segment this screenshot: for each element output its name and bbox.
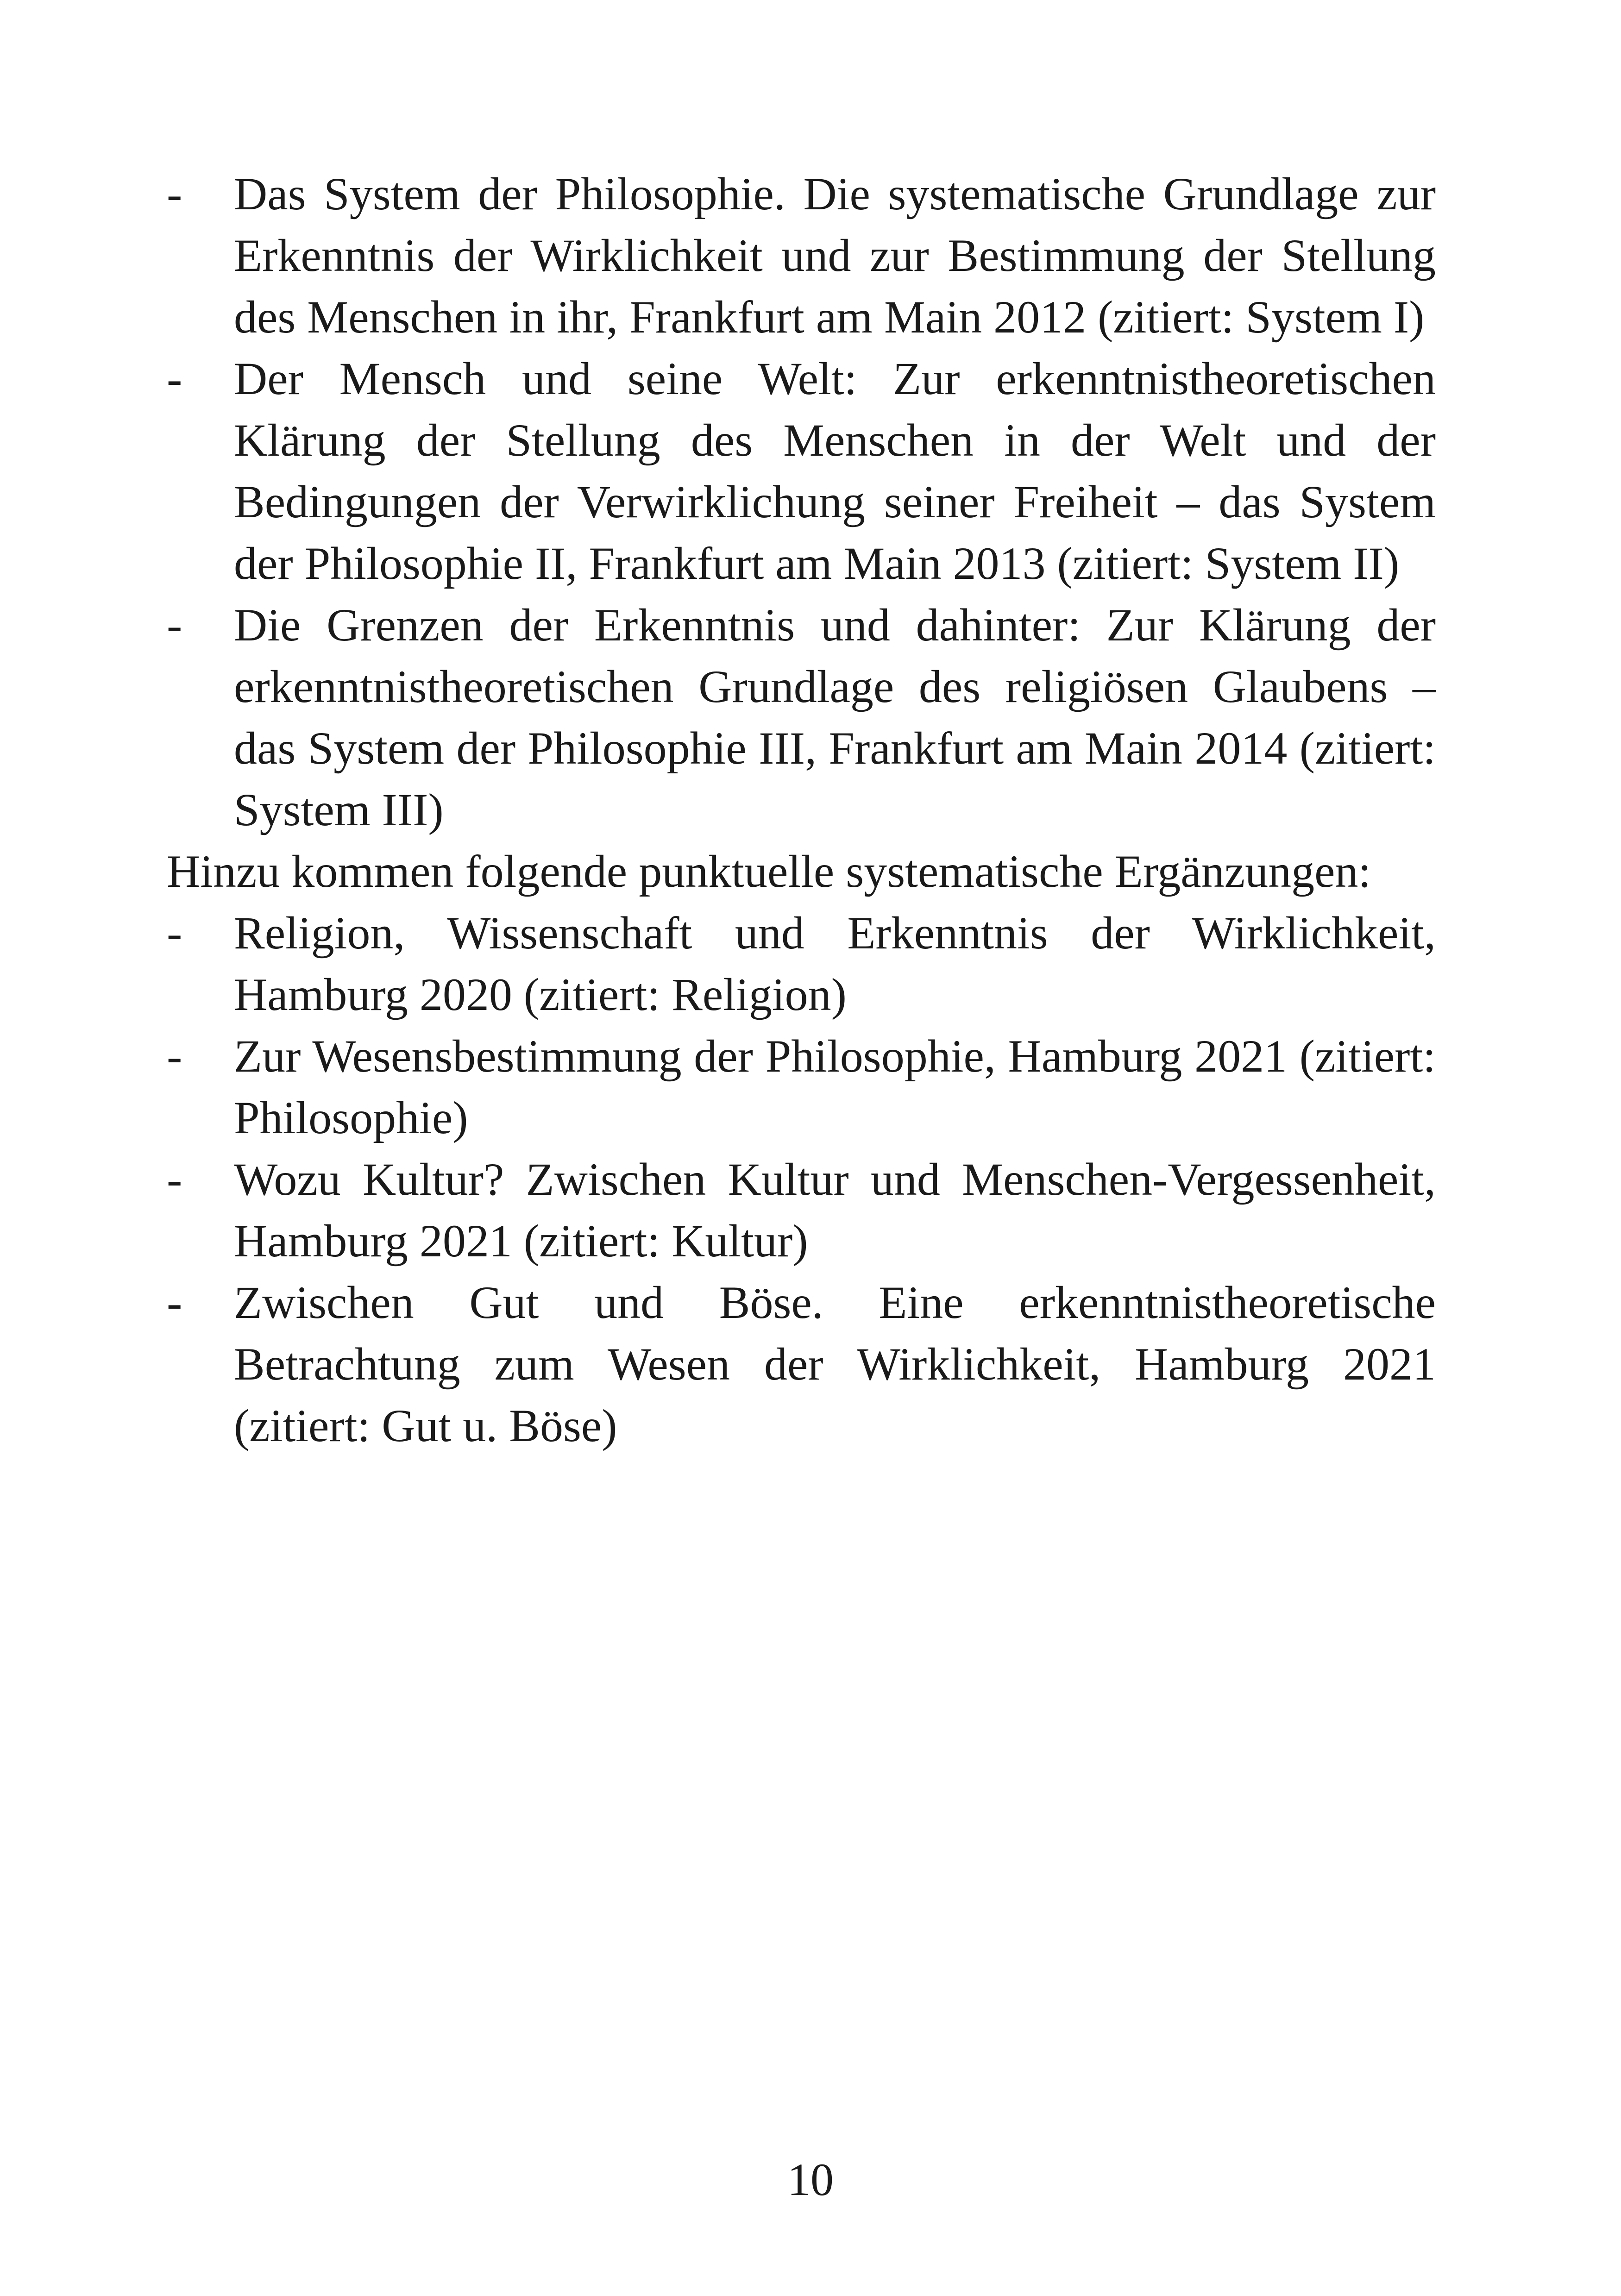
list-bullet: - xyxy=(167,1030,182,1082)
list-item xyxy=(167,1025,1436,1148)
list-item-text: Der Mensch und seine Welt: Zur erkenntnistheoretischen Klärung der Stellung des Menschen in der Welt und der Bedingungen der Verwirklichung seiner Freiheit – das System der Philosophie II, Frankfurt am Main 2013 (zitiert: System II) xyxy=(234,353,1436,589)
list-item-text: Zur Wesensbestimmung der Philosophie, Hamburg 2021 (zitiert: Philosophie) xyxy=(234,1030,1436,1143)
list-bullet: - xyxy=(167,1277,182,1328)
list-item-text: Zwischen Gut und Böse. Eine erkenntnistheoretische Betrachtung zum Wesen der Wirklichkeit, Hamburg 2021 (zitiert: Gut u. Böse) xyxy=(234,1277,1436,1451)
text-block xyxy=(167,163,1436,1456)
list-bullet: - xyxy=(167,353,182,404)
list-bullet: - xyxy=(167,1154,182,1205)
list-item xyxy=(167,348,1436,594)
list-item xyxy=(167,1272,1436,1456)
page-number: 10 xyxy=(787,2154,834,2205)
intro-paragraph: Hinzu kommen folgende punktuelle systematische Ergänzungen: xyxy=(167,846,1371,897)
list-item xyxy=(167,594,1436,841)
list-item-text: Religion, Wissenschaft und Erkenntnis der Wirklichkeit, Hamburg 2020 (zitiert: Religion) xyxy=(234,907,1436,1020)
list-item-text: Wozu Kultur? Zwischen Kultur und Menschen-Vergessenheit, Hamburg 2021 (zitiert: Kultur) xyxy=(234,1154,1436,1267)
list-bullet: - xyxy=(167,599,182,651)
list-item xyxy=(167,902,1436,1025)
list-item xyxy=(167,163,1436,348)
list-item-text: Das System der Philosophie. Die systematische Grundlage zur Erkenntnis der Wirklichkeit und zur Bestimmung der Stellung des Menschen in ihr, Frankfurt am Main 2012 (zitiert: System I) xyxy=(234,168,1436,343)
list-bullet: - xyxy=(167,907,182,959)
list-item-text: Die Grenzen der Erkenntnis und dahinter: Zur Klärung der erkenntnistheoretischen Grundlage des religiösen Glaubens – das System der Philosophie III, Frankfurt am Main 2014 (zitiert: System III) xyxy=(234,599,1436,835)
list-bullet: - xyxy=(167,168,182,220)
list-item xyxy=(167,1148,1436,1272)
